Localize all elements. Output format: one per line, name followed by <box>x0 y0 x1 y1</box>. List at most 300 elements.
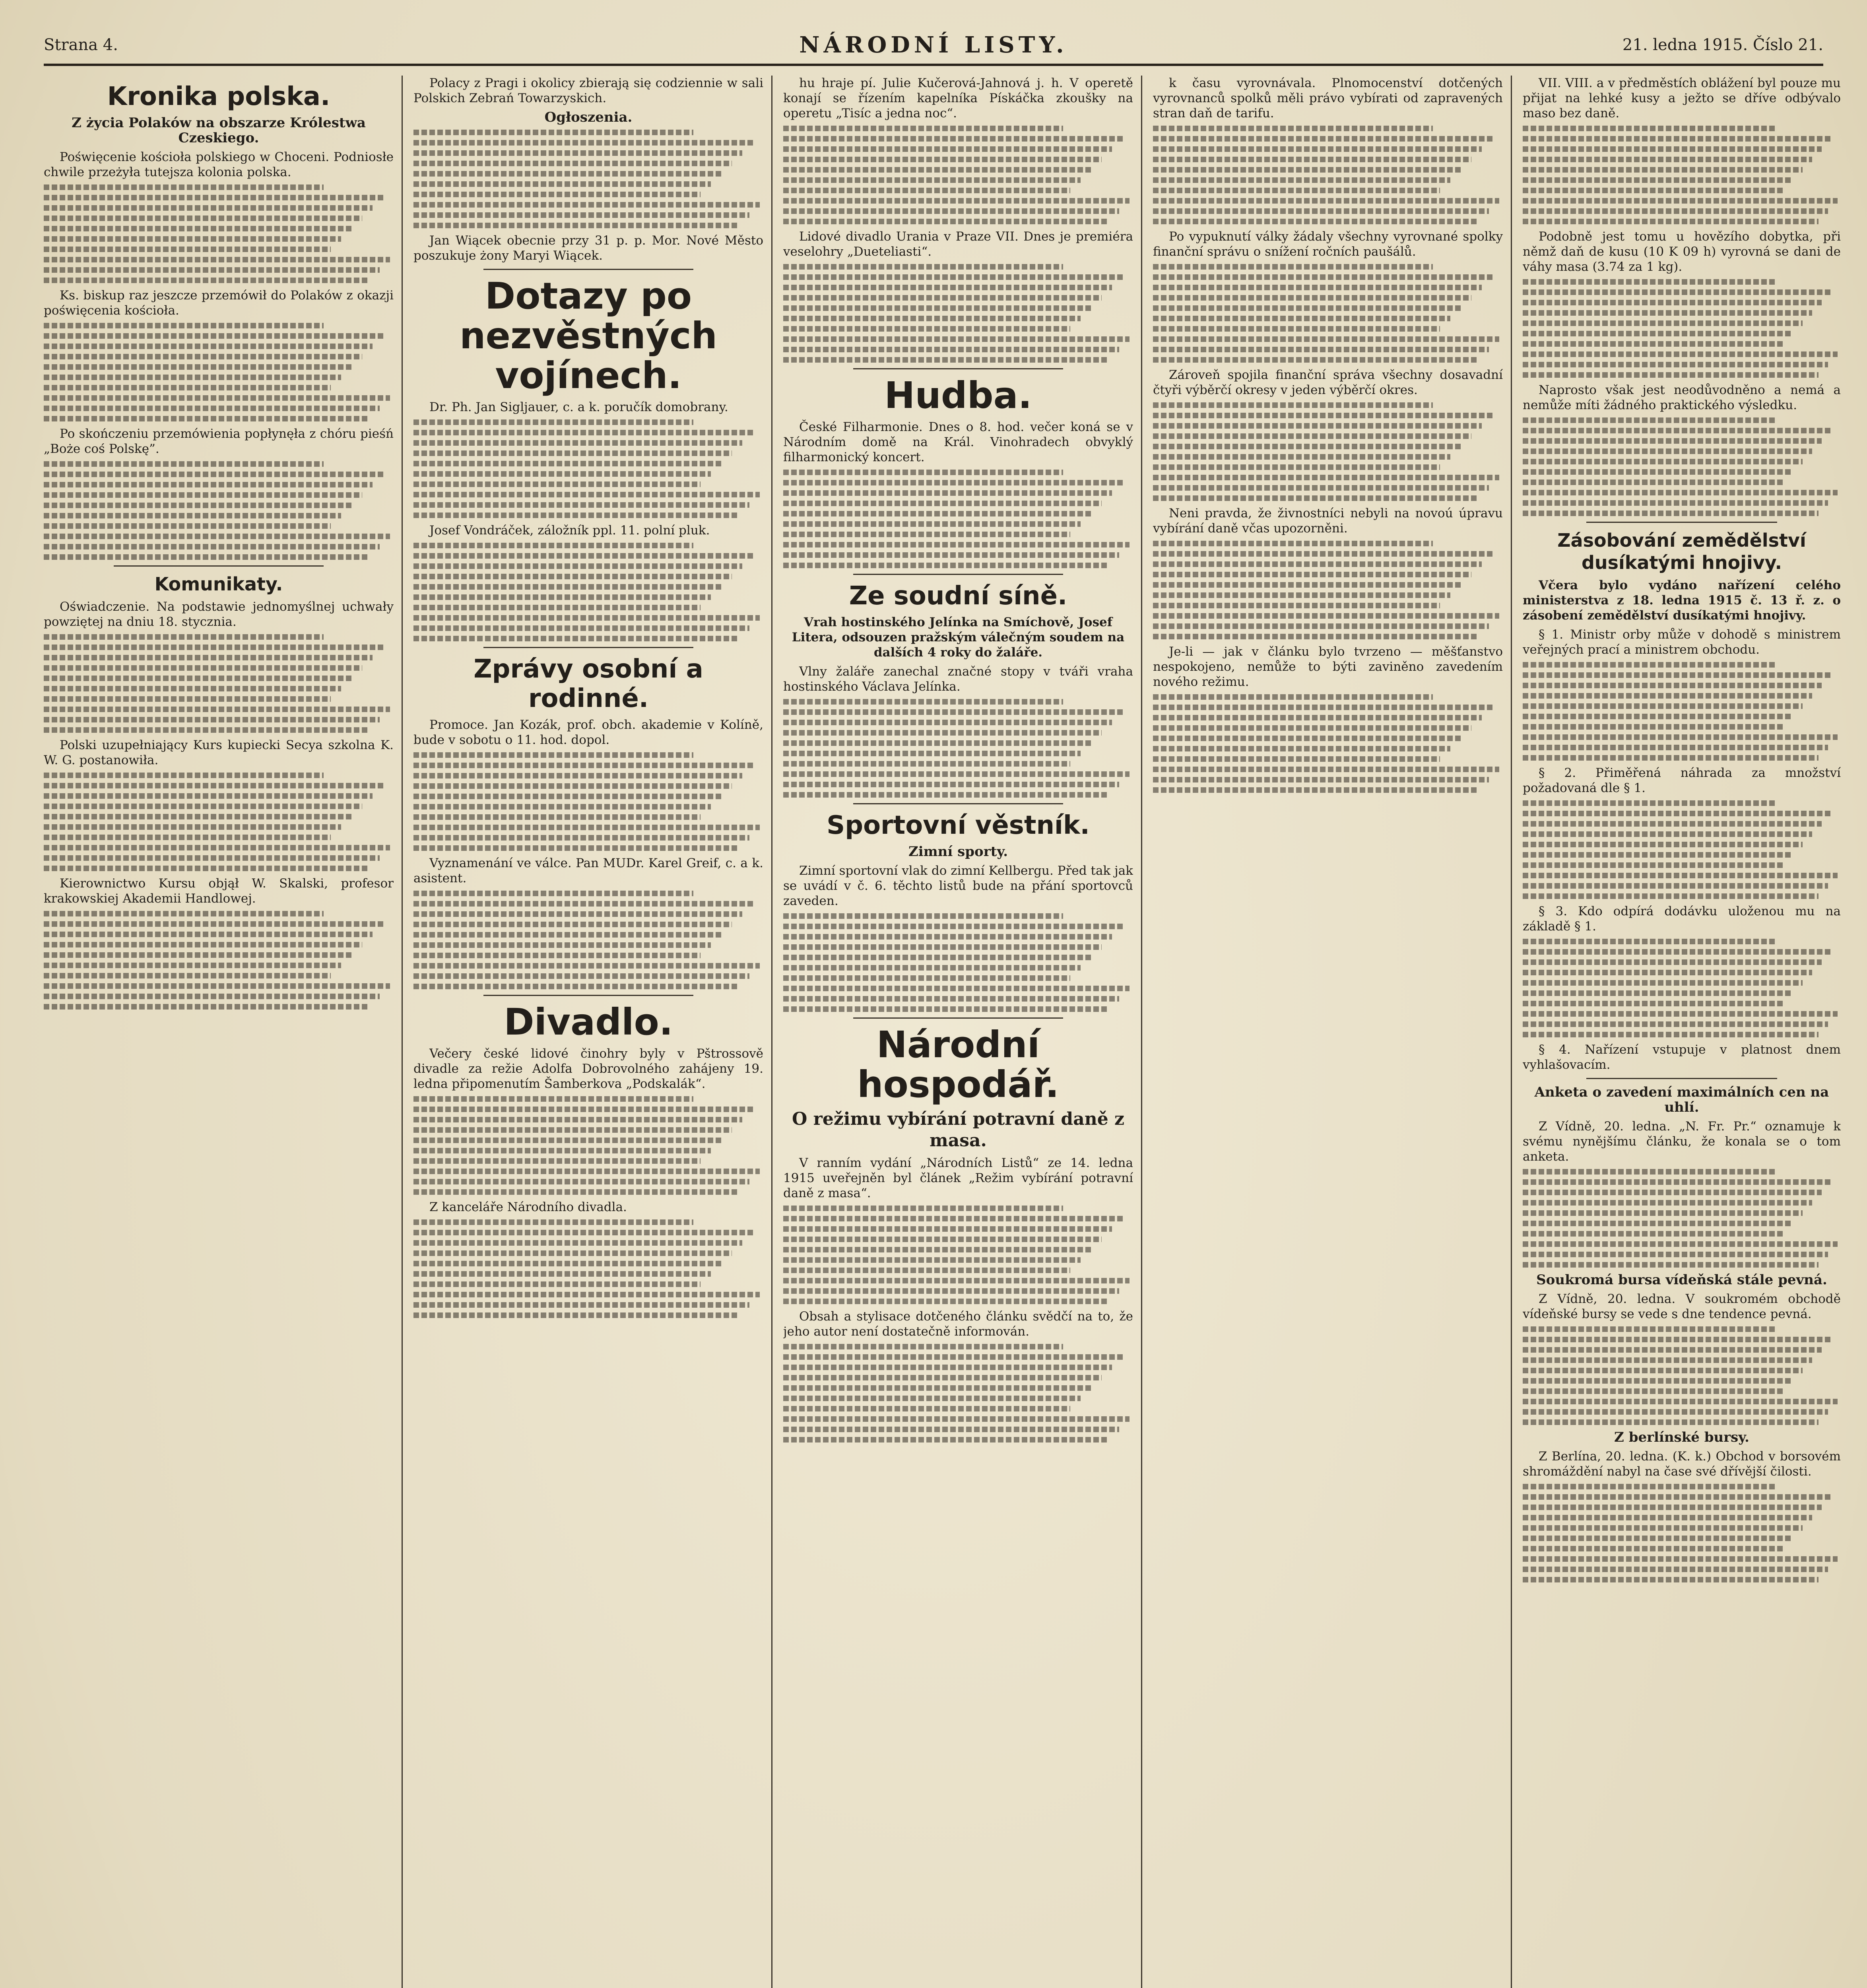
text-line <box>44 236 341 242</box>
masthead <box>44 32 1823 66</box>
text-line <box>1523 341 1784 347</box>
text-line <box>1523 362 1828 367</box>
text-line <box>783 699 1063 705</box>
text-line <box>1523 1577 1818 1582</box>
text-line <box>783 157 1102 162</box>
article-paragraph: k času vyrovnávala. Plnomocenství dotčených vyrovnanců spolků měli právo vybírati od zapravených stran daň de tarifu. <box>1153 76 1503 120</box>
body-text <box>1523 279 1841 378</box>
text-line <box>1153 336 1499 342</box>
text-line <box>413 584 721 590</box>
section-subheading: Z życia Polaków na obszarze Królestwa Czeskiego. <box>72 115 366 146</box>
text-line <box>413 625 749 631</box>
text-line <box>44 523 331 529</box>
text-line <box>1523 1032 1818 1037</box>
text-line <box>1523 842 1803 847</box>
text-line <box>44 247 331 252</box>
text-line <box>1523 490 1838 495</box>
column-divider <box>402 76 403 1988</box>
text-line <box>1523 693 1812 699</box>
section-heading: Z berlínské bursy. <box>1614 1429 1749 1445</box>
text-line <box>44 824 341 830</box>
text-line <box>413 1096 693 1102</box>
text-line <box>1523 831 1812 837</box>
text-line <box>1153 433 1471 439</box>
body-text <box>413 419 763 518</box>
text-line <box>413 1169 760 1174</box>
text-line <box>1153 402 1433 408</box>
text-line <box>783 146 1112 152</box>
article-paragraph: Lidové divadlo Urania v Praze VII. Dnes je premiéra veselohry „Dueteliasti“. <box>783 229 1133 259</box>
text-line <box>413 440 742 446</box>
text-line <box>1523 198 1838 204</box>
text-line <box>1523 800 1777 806</box>
text-line <box>413 845 739 851</box>
article-paragraph: § 4. Nařízení vstupuje v platnost dnem vyhlašovacím. <box>1523 1043 1841 1072</box>
text-line <box>1153 177 1450 183</box>
text-line <box>44 814 351 819</box>
text-line <box>1523 167 1803 173</box>
text-line <box>1153 767 1499 772</box>
text-line <box>783 177 1081 183</box>
text-line <box>44 645 383 650</box>
text-line <box>44 696 331 702</box>
section-heading: Sportovní věstník. <box>827 811 1090 840</box>
text-line <box>413 752 693 758</box>
text-line <box>44 226 351 231</box>
text-line <box>44 513 341 518</box>
text-line <box>1523 320 1803 326</box>
text-line <box>1523 1347 1822 1353</box>
text-line <box>44 278 369 283</box>
text-line <box>1153 454 1450 460</box>
text-line <box>783 1416 1130 1422</box>
body-text <box>44 184 394 283</box>
text-line <box>44 707 390 712</box>
text-line <box>1153 126 1433 131</box>
article-paragraph: V ranním vydání „Národních Listů“ ze 14. ledna 1915 uveřejněn byl článek „Režim vybírání potravní daně z masa“. <box>783 1156 1133 1200</box>
text-line <box>1523 331 1793 336</box>
text-line <box>783 542 1130 547</box>
text-line <box>1153 623 1489 629</box>
text-line <box>783 1226 1112 1232</box>
text-line <box>413 1261 721 1266</box>
text-line <box>783 136 1123 142</box>
text-line <box>413 1250 732 1256</box>
text-line <box>1523 1546 1784 1551</box>
text-line <box>1523 1252 1828 1257</box>
section-divider <box>853 368 1063 369</box>
text-line <box>1523 157 1812 162</box>
text-line <box>413 1107 753 1112</box>
section-heading: Komunikaty. <box>154 573 283 595</box>
text-line <box>44 482 373 487</box>
text-line <box>413 1138 721 1143</box>
text-line <box>1523 300 1822 305</box>
text-line <box>1523 1378 1793 1384</box>
text-line <box>1153 413 1492 418</box>
text-line <box>1523 980 1803 986</box>
text-line <box>44 184 324 190</box>
text-line <box>44 655 373 660</box>
text-line <box>1523 821 1822 827</box>
article-paragraph: Z Berlína, 20. ledna. (K. k.) Obchod v borsovém shromáždění nabyl na čase své dřívější čilosti. <box>1523 1449 1841 1479</box>
text-line <box>413 502 749 508</box>
text-line <box>1523 208 1828 214</box>
text-line <box>1153 561 1482 567</box>
text-line <box>413 1230 753 1235</box>
text-line <box>413 419 693 425</box>
text-line <box>1523 672 1831 678</box>
text-line <box>1523 1179 1831 1185</box>
column-3 <box>783 76 1133 1988</box>
text-line <box>413 471 711 477</box>
text-line <box>44 911 324 916</box>
article-paragraph: Neni pravda, že živnostníci nebyli na novoú úpravu vybírání daně včas upozorněni. <box>1153 506 1503 536</box>
text-line <box>1153 715 1482 720</box>
article-paragraph: Včera bylo vydáno nařízení celého ministerstva z 18. ledna 1915 č. 13 ř. z. o zásobení zemědělství dusíkatými hnojivy. <box>1523 578 1841 623</box>
body-text <box>1153 402 1503 501</box>
text-line <box>783 996 1119 1002</box>
body-text <box>1523 1484 1841 1582</box>
text-line <box>783 1406 1070 1411</box>
body-text <box>1523 939 1841 1037</box>
column-1 <box>44 76 394 1988</box>
section-heading: Kronika polska. <box>107 82 330 111</box>
body-text <box>413 130 763 228</box>
column-divider <box>771 76 772 1988</box>
text-line <box>1153 285 1482 290</box>
text-line <box>783 934 1112 940</box>
text-line <box>44 676 351 681</box>
text-line <box>783 347 1119 352</box>
article-paragraph: Z kanceláře Národního divadla. <box>429 1200 627 1214</box>
text-line <box>413 773 742 779</box>
text-line <box>1153 572 1471 577</box>
article-paragraph: Večery české lidové činohry byly v Pštrossově divadle za režie Adolfa Dobrovolného zahájeny 19. ledna připomenutím Šamberkova „Podskalák“. <box>413 1046 763 1091</box>
text-line <box>783 1006 1108 1012</box>
text-line <box>783 782 1119 787</box>
text-line <box>413 461 721 466</box>
text-line <box>1523 1200 1812 1206</box>
text-line <box>1523 351 1838 357</box>
text-line <box>44 323 324 328</box>
article-paragraph: Zároveň spojila finanční správa všechny dosavadní čtyři výběrčí okresy v jeden výběrčí okres. <box>1153 368 1503 397</box>
text-line <box>413 1312 739 1318</box>
text-line <box>1153 495 1478 501</box>
article-paragraph: Naprosto však jest neodůvodněno a nemá a nemůže míti žádného praktického výsledku. <box>1523 383 1841 412</box>
text-line <box>413 1148 711 1153</box>
text-line <box>413 150 742 156</box>
text-line <box>783 740 1091 746</box>
text-line <box>1153 295 1471 301</box>
column-4 <box>1153 76 1503 1988</box>
text-line <box>783 511 1091 516</box>
text-line <box>413 835 749 841</box>
text-line <box>1523 893 1818 899</box>
text-line <box>1523 862 1784 868</box>
body-text <box>1523 126 1841 224</box>
text-line <box>44 461 324 467</box>
text-line <box>44 385 331 390</box>
text-line <box>783 470 1063 475</box>
text-line <box>1523 1368 1803 1373</box>
body-text <box>783 264 1133 363</box>
text-line <box>1523 177 1793 183</box>
body-text <box>783 1344 1133 1442</box>
text-line <box>44 354 362 359</box>
issue-date: 21. ledna 1915. Číslo 21. <box>1622 36 1823 54</box>
body-text <box>44 461 394 560</box>
text-line <box>783 720 1112 725</box>
text-line <box>1523 136 1831 142</box>
text-line <box>413 804 711 810</box>
text-line <box>1523 990 1793 996</box>
body-text <box>413 543 763 641</box>
text-line <box>1153 634 1478 639</box>
text-line <box>413 223 739 228</box>
text-line <box>413 901 753 907</box>
text-line <box>783 924 1123 929</box>
text-line <box>783 1237 1102 1242</box>
text-line <box>1523 1399 1838 1404</box>
text-line <box>1153 167 1461 173</box>
section-divider <box>114 565 324 567</box>
text-line <box>1523 279 1777 285</box>
text-line <box>44 921 383 927</box>
text-line <box>44 333 383 339</box>
text-line <box>783 1247 1091 1252</box>
text-line <box>1153 274 1492 280</box>
text-line <box>413 763 753 768</box>
section-heading: Divadlo. <box>504 1001 673 1043</box>
text-line <box>783 1278 1130 1283</box>
body-text <box>783 1206 1133 1304</box>
text-line <box>413 814 701 820</box>
text-line <box>44 717 380 722</box>
article-paragraph: § 3. Kdo odpírá dodávku uloženou mu na základě § 1. <box>1523 904 1841 934</box>
text-line <box>413 181 711 187</box>
text-line <box>1523 1221 1793 1226</box>
article-paragraph: Po vypuknutí války žádaly všechny vyrovnané spolky finanční správu o snížení ročních paušálů. <box>1153 229 1503 259</box>
text-line <box>413 574 732 579</box>
section-divider <box>853 1017 1063 1019</box>
text-line <box>44 406 380 411</box>
article-paragraph: Po skończeniu przemówienia popłynęła z chóru pieśń „Boże coś Polskę”. <box>44 427 394 456</box>
text-line <box>413 1219 693 1225</box>
newspaper-title: NÁRODNÍ LISTY. <box>799 32 1068 58</box>
text-line <box>1523 662 1777 668</box>
text-line <box>413 171 721 177</box>
article-paragraph: § 2. Přiměřená náhrada za množství požadovaná dle § 1. <box>1523 766 1841 795</box>
article-paragraph: Je-li — jak v článku bylo tvrzeno — měšťanstvo nespokojeno, nemůže to býti zaviněno zavedením nového režimu. <box>1153 645 1503 689</box>
section-divider <box>483 269 693 270</box>
article-paragraph: Podobně jest tomu u hovězího dobytka, při němž daň de kusu (10 K 09 h) vyrovná se dani de váhy masa (3.74 za 1 kg). <box>1523 229 1841 274</box>
text-line <box>413 1240 742 1246</box>
text-line <box>44 686 341 691</box>
text-line <box>1523 511 1818 516</box>
article-paragraph: Obsah a stylisace dotčeného článku svědčí na to, že jeho autor není dostatečně informován. <box>783 1309 1133 1339</box>
text-line <box>1523 883 1828 889</box>
text-line <box>44 416 369 421</box>
section-divider <box>483 995 693 996</box>
text-line <box>44 866 369 871</box>
text-line <box>1153 464 1440 470</box>
text-line <box>1523 1337 1831 1342</box>
section-heading: Zásobování zemědělství dusíkatými hnojivy. <box>1557 530 1806 573</box>
text-line <box>783 1385 1091 1391</box>
section-heading: Hudba. <box>884 374 1032 417</box>
text-line <box>44 205 373 211</box>
text-line <box>1153 146 1482 152</box>
text-line <box>1523 289 1831 295</box>
text-line <box>1523 448 1812 454</box>
text-line <box>783 986 1130 991</box>
page-number: Strana 4. <box>44 36 118 54</box>
text-line <box>44 544 380 549</box>
text-line <box>44 364 351 370</box>
text-line <box>1523 1326 1777 1332</box>
text-line <box>1523 1231 1784 1237</box>
text-line <box>1153 264 1433 270</box>
text-line <box>1523 1505 1822 1510</box>
text-line <box>1153 787 1478 793</box>
text-line <box>44 727 369 733</box>
text-line <box>1153 582 1461 588</box>
text-line <box>44 195 383 200</box>
body-text <box>1153 541 1503 639</box>
text-line <box>44 267 380 273</box>
text-line <box>1523 469 1793 475</box>
text-line <box>1523 219 1818 224</box>
text-line <box>1153 136 1492 142</box>
body-text <box>44 634 394 733</box>
text-line <box>1523 703 1803 709</box>
text-line <box>44 983 390 989</box>
text-line <box>1523 1262 1818 1268</box>
text-line <box>1153 485 1489 491</box>
article-paragraph: Vlny žaláře zanechal značné stopy v tváři vraha hostinského Václava Jelínka. <box>783 664 1133 694</box>
text-line <box>783 326 1070 332</box>
text-line <box>413 130 693 135</box>
text-line <box>413 492 760 497</box>
text-line <box>413 794 721 799</box>
text-line <box>783 1206 1063 1211</box>
text-line <box>783 126 1063 131</box>
text-line <box>783 563 1108 568</box>
text-line <box>1153 305 1461 311</box>
text-line <box>413 140 753 146</box>
text-line <box>783 521 1081 527</box>
text-line <box>44 804 362 809</box>
body-text <box>413 1096 763 1195</box>
body-text <box>413 752 763 851</box>
article-paragraph: Ks. biskup raz jeszcze przemówił do Polaków z okazji poświęcenia kościoła. <box>44 288 394 318</box>
text-line <box>1153 756 1440 762</box>
text-line <box>1153 347 1489 352</box>
text-line <box>413 1179 749 1184</box>
text-line <box>1523 1494 1831 1500</box>
text-line <box>413 192 701 197</box>
article-paragraph: hu hraje pí. Julie Kučerová-Jahnová j. h. V operetě konají se řízením kapelníka Pískáčka zkoušky na operetu „Tisíc a jedna noc“. <box>783 76 1133 120</box>
text-line <box>783 944 1102 950</box>
text-line <box>1523 970 1812 975</box>
text-line <box>1523 146 1822 152</box>
text-line <box>413 953 701 958</box>
text-line <box>1153 444 1461 449</box>
text-line <box>1153 326 1440 332</box>
text-line <box>783 1365 1112 1370</box>
section-divider <box>853 574 1063 575</box>
text-line <box>44 665 362 671</box>
article-paragraph: České Filharmonie. Dnes o 8. hod. večer koná se v Národním domě na Král. Vinohradech obvyklý filharmonický koncert. <box>783 420 1133 464</box>
text-line <box>783 295 1102 301</box>
text-line <box>1153 157 1471 162</box>
text-line <box>783 1216 1123 1221</box>
article-paragraph: Josef Vondráček, záložník ppl. 11. polní pluk. <box>429 523 710 538</box>
text-line <box>1523 1409 1828 1415</box>
text-line <box>1523 683 1822 688</box>
text-line <box>783 1257 1081 1263</box>
body-text <box>783 470 1133 568</box>
text-line <box>783 305 1091 311</box>
text-line <box>1523 1357 1812 1363</box>
text-line <box>1153 198 1499 204</box>
text-line <box>413 1117 742 1122</box>
text-line <box>783 1354 1123 1360</box>
text-line <box>44 492 362 498</box>
text-line <box>413 1127 732 1133</box>
text-line <box>1153 219 1478 224</box>
section-heading: Národní hospodář. <box>857 1023 1059 1106</box>
text-line <box>413 605 701 610</box>
text-line <box>783 709 1123 715</box>
text-line <box>413 922 732 927</box>
body-text <box>1523 417 1841 516</box>
text-line <box>413 553 753 559</box>
text-line <box>1523 1525 1803 1531</box>
text-line <box>1523 459 1803 464</box>
section-heading: Anketa o zavedení maximálních cen na uhlí. <box>1534 1084 1829 1115</box>
article-paragraph: Vrah hostinského Jelínka na Smíchově, Josef Litera, odsouzen pražským válečným soudem na dalších 4 roky do žaláře. <box>792 615 1125 660</box>
body-text <box>1153 126 1503 224</box>
text-line <box>44 855 380 861</box>
column-divider <box>1511 76 1512 1988</box>
text-line <box>783 1437 1108 1442</box>
text-line <box>1523 959 1822 965</box>
text-line <box>413 911 742 917</box>
text-line <box>413 636 739 641</box>
column-2 <box>413 76 763 1988</box>
text-line <box>44 932 373 937</box>
text-line <box>413 1281 701 1287</box>
column-divider <box>1141 76 1142 1988</box>
text-line <box>413 513 739 518</box>
text-line <box>783 955 1091 960</box>
text-line <box>1153 357 1478 363</box>
text-line <box>1153 725 1471 731</box>
text-line <box>413 1292 760 1297</box>
text-line <box>413 202 760 208</box>
text-line <box>1523 1536 1793 1541</box>
body-text <box>413 891 763 989</box>
text-line <box>413 430 753 435</box>
text-line <box>783 188 1070 193</box>
body-text <box>1153 694 1503 793</box>
section-divider <box>1586 1078 1777 1079</box>
text-line <box>1153 592 1450 598</box>
text-line <box>1523 310 1812 316</box>
text-line <box>44 395 390 401</box>
